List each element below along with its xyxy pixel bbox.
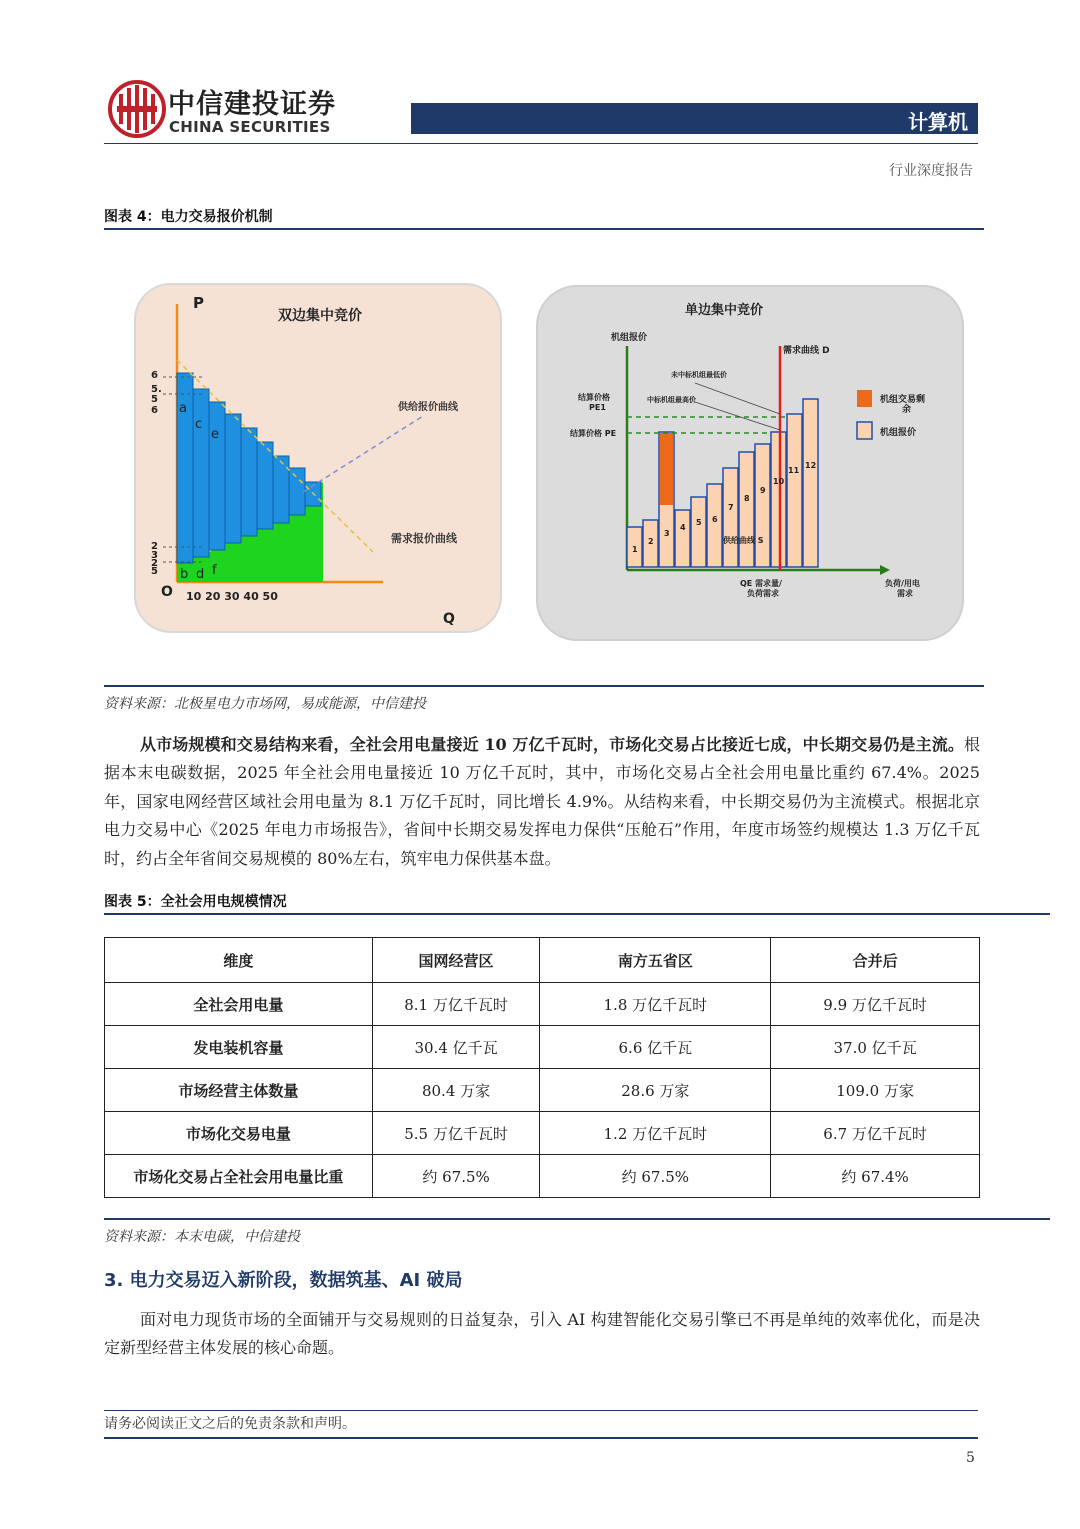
bar-number: 3 [664,529,670,538]
table-cell: 约 67.5% [540,1155,771,1198]
table-cell: 6.6 亿千瓦 [540,1026,771,1069]
table-cell: 5.5 万亿千瓦时 [372,1112,540,1155]
table-row [105,1069,980,1112]
figure4-title: 图表 4：电力交易报价机制 [104,209,273,225]
logo-text-cn: 中信建投证券 [168,89,336,120]
page-number: 5 [966,1450,975,1466]
table-cell: 30.4 亿千瓦 [372,1026,540,1069]
table-cell: 80.4 万家 [372,1069,540,1112]
bar-letter: a [179,401,187,416]
bar-letter: f [212,563,217,578]
demand-curve-label: 需求报价曲线 [391,532,457,545]
y-tick: 2 [151,558,158,569]
table-header-cell: 南方五省区 [540,938,771,983]
bar-number: 4 [680,523,686,532]
unilateral-bidding-chart [535,284,965,642]
figure5-source: 资料来源：本末电碳，中信建投 [104,1229,300,1245]
paragraph-market-scale [104,731,980,873]
y-tick: 5 [151,394,158,405]
bar-number: 11 [788,466,800,475]
y-tick: 3 [151,550,158,561]
table-row [105,1112,980,1155]
section3-paragraph: 面对电力现货市场的全面铺开与交易规则的日益复杂，引入 AI 构建智能化交易引擎已不再是单纯的效率优化，而是决定新型经营主体发展的核心命题。 [104,1310,980,1358]
bar-letter: d [196,567,205,582]
left-chart-origin: O [161,584,173,600]
bar-letter: e [211,427,219,442]
section-title: 3. 电力交易迈入新阶段，数据筑基、AI 破局 [104,1270,463,1291]
table-cell: 6.7 万亿千瓦时 [771,1112,980,1155]
y-tick: 2 [151,541,158,552]
right-chart-y-axis: 机组报价 [611,333,648,343]
settle-price-1b: PE1 [589,403,606,412]
bar-letter: b [180,567,189,582]
report-type: 行业深度报告 [889,163,973,179]
bar-number: 9 [760,486,766,495]
header-divider [104,143,978,144]
bar-number: 7 [728,503,734,512]
table-row [105,983,980,1026]
power-usage-table [104,937,980,1198]
y-tick: 5. [151,384,162,395]
bar-number: 2 [648,537,654,546]
settle-price-2: 结算价格 PE [570,429,617,438]
legend-surplus-2: 余 [902,405,912,415]
table-cell: 28.6 万家 [540,1069,771,1112]
table-cell: 8.1 万亿千瓦时 [372,983,540,1026]
bar-number: 8 [744,494,750,503]
paragraph-body: 根据本末电碳数据，2025 年全社会用电量接近 10 万亿千瓦时，其中，市场化交易占全社会用电量比重约 67.4%。2025 年，国家电网经营区域社会用电量为 8.1 万亿千瓦时，同比增长 4.9%。从结构来看，中长期交易仍为主流模式。根据北京电力交易中心《2025 年电力市场报告》，省间中长期交易发挥电力保供“压舱石”作用，年度市场签约规模达 1.3 万亿千瓦时，约占全年省间交易规模的 80%左右，筑牢电力保供基本盘。 [104,735,980,868]
table-cell: 1.8 万亿千瓦时 [540,983,771,1026]
legend-surplus-swatch [857,390,872,407]
table-cell: 约 67.4% [771,1155,980,1198]
y-tick: 5 [151,566,158,577]
y-tick: 6 [151,370,158,381]
table-row-label: 市场经营主体数量 [105,1069,373,1112]
supply-curve-s: 供给曲线 S [723,536,764,545]
bilateral-bidding-chart [133,282,503,634]
legend-surplus-1: 机组交易剩 [880,395,926,405]
table-cell: 9.9 万亿千瓦时 [771,983,980,1026]
qe-label-1: QE 需求量/ [740,579,782,588]
bar-number: 10 [773,477,785,486]
sector-label: 计算机 [908,110,968,134]
logo-text-en: CHINA SECURITIES [169,118,331,136]
right-chart-title: 单边集中竞价 [685,303,764,318]
unwinning-label: 未中标机组最低价 [671,371,727,379]
supply-curve-label: 供给报价曲线 [398,402,458,413]
table-cell: 109.0 万家 [771,1069,980,1112]
left-chart-y-axis: P [193,294,204,312]
bar-number: 6 [712,515,718,524]
table-row-label: 市场化交易电量 [105,1112,373,1155]
left-chart-x-axis: Q [443,611,455,627]
left-chart-x-ticks: 10 20 30 40 50 [186,590,278,603]
table-cell: 1.2 万亿千瓦时 [540,1112,771,1155]
table-row-label: 市场化交易占全社会用电量比重 [105,1155,373,1198]
figure5-bottom-rule [104,1218,1050,1220]
figure5-title: 图表 5：全社会用电规模情况 [104,894,287,910]
demand-curve-d: 需求曲线 D [783,346,830,356]
legend-bid: 机组报价 [880,428,917,438]
footer-bottom-rule [104,1437,978,1439]
sector-banner [411,103,978,134]
right-chart-x-axis-2: 需求 [897,589,913,598]
paragraph-lead: 从市场规模和交易结构来看，全社会用电量接近 10 万亿千瓦时，市场化交易占比接近七成，中长期交易仍是主流。 [140,735,964,754]
bar-number: 5 [696,518,702,527]
table-row [105,1026,980,1069]
table-header-cell: 合并后 [771,938,980,983]
bar-letter: c [195,417,203,432]
table-cell: 约 67.5% [372,1155,540,1198]
figure4-top-rule [104,228,984,230]
disclaimer: 请务必阅读正文之后的免责条款和声明。 [104,1416,356,1432]
table-row-label: 发电装机容量 [105,1026,373,1069]
winning-label: 中标机组最高价 [647,396,696,404]
table-cell: 37.0 亿千瓦 [771,1026,980,1069]
table-header-cell: 维度 [105,938,373,983]
bar-number: 1 [632,545,638,554]
y-tick: 6 [151,405,158,416]
figure4-source: 资料来源：北极星电力市场网，易成能源，中信建投 [104,696,426,712]
table-row-label: 全社会用电量 [105,983,373,1026]
settle-price-1: 结算价格 [578,393,610,402]
footer-top-rule [104,1410,978,1411]
right-chart-x-axis-1: 负荷/用电 [885,579,920,588]
left-chart-title: 双边集中竞价 [278,308,362,324]
company-logo-icon [108,80,166,138]
table-row [105,1155,980,1198]
figure4-bottom-rule [104,685,984,687]
bar-number: 12 [805,461,817,470]
qe-label-2: 负荷需求 [747,589,779,598]
table-header-row [105,938,980,983]
table-header-cell: 国网经营区 [372,938,540,983]
figure5-top-rule [104,913,1050,915]
legend-bid-swatch [857,422,872,439]
